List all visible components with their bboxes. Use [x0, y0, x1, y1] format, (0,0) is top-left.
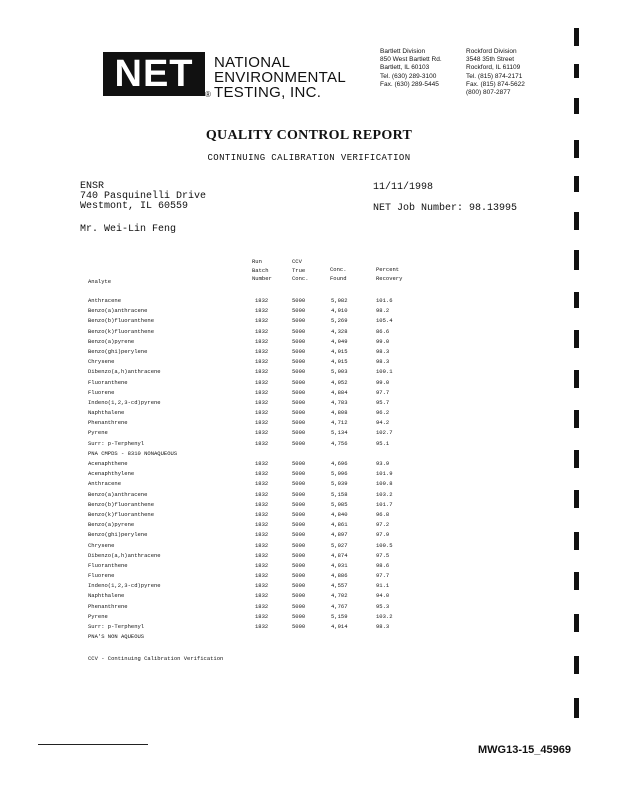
ccv-cell: 5000 — [292, 317, 306, 325]
table-row — [88, 388, 428, 398]
found-cell: 4,702 — [331, 592, 348, 600]
recovery-cell: 95.3 — [376, 602, 390, 610]
analyte-cell: Benzo(a)anthracene — [88, 490, 148, 498]
recovery-cell: 98.6 — [376, 561, 390, 569]
batch-cell: 1832 — [255, 378, 269, 386]
table-row — [88, 459, 428, 469]
ccv-cell: 5000 — [292, 347, 306, 355]
recovery-cell: 96.2 — [376, 409, 390, 417]
header-percent-recovery: Percent Recovery — [376, 266, 403, 282]
analyte-cell: Benzo(b)fluoranthene — [88, 317, 155, 325]
binder-mark — [574, 410, 579, 428]
batch-cell: 1832 — [255, 470, 269, 478]
analyte-cell: Benzo(a)pyrene — [88, 337, 135, 345]
found-cell: 4,914 — [331, 623, 348, 630]
found-cell: 4,910 — [331, 307, 348, 315]
address-line: Tel. (815) 874-2171 — [466, 72, 523, 80]
batch-cell: 1832 — [255, 307, 269, 315]
found-cell: 5,134 — [331, 429, 348, 437]
ccv-cell: 5000 — [292, 368, 306, 376]
analyte-cell: Indeno(1,2,3-cd)pyrene — [88, 398, 161, 406]
address-line: Fax. (630) 289-5445 — [380, 80, 439, 88]
signature-line — [38, 744, 148, 745]
found-cell: 4,915 — [331, 358, 348, 366]
ccv-cell: 5000 — [292, 541, 306, 549]
binder-mark — [574, 176, 579, 192]
table-row — [88, 357, 428, 367]
table-row — [88, 622, 428, 632]
ccv-cell: 5000 — [292, 521, 306, 529]
batch-cell: 1832 — [255, 337, 269, 345]
found-cell: 4,897 — [331, 531, 348, 539]
table-row — [88, 520, 428, 530]
found-cell: 4,712 — [331, 419, 348, 427]
analyte-cell: Chrysene — [88, 541, 115, 549]
client-address — [80, 182, 206, 212]
binder-mark — [574, 98, 579, 114]
recovery-cell: 93.9 — [376, 460, 390, 467]
address-line: Fax. (815) 874-5622 — [466, 80, 525, 88]
found-cell: 4,886 — [331, 572, 348, 580]
found-cell: 5,159 — [331, 612, 348, 620]
batch-cell: 1832 — [255, 460, 269, 467]
results-table — [88, 296, 428, 642]
ccv-cell: 5000 — [292, 582, 306, 590]
ccv-cell: 5000 — [292, 602, 306, 610]
batch-cell: 1832 — [255, 521, 269, 529]
recovery-cell: 98.3 — [376, 623, 390, 630]
table-row — [88, 479, 428, 489]
address-line: 3548 35th Street — [466, 56, 515, 64]
header-conc-found: Conc. Found — [330, 266, 347, 282]
found-cell: 5,003 — [331, 368, 348, 376]
found-cell: 5,027 — [331, 541, 348, 549]
ccv-cell: 5000 — [292, 490, 306, 498]
batch-cell: 1832 — [255, 551, 269, 559]
recovery-cell: 103.2 — [376, 490, 393, 498]
address-line: Bartlett Division — [380, 48, 426, 55]
batch-cell: 1832 — [255, 531, 269, 539]
analyte-cell: Benzo(ghi)perylene — [88, 347, 148, 355]
table-row — [88, 490, 428, 500]
batch-cell: 1832 — [255, 480, 269, 488]
batch-cell: 1832 — [255, 592, 269, 600]
ccv-cell: 5000 — [292, 337, 306, 345]
found-cell: 5,096 — [331, 470, 348, 478]
found-cell: 4,931 — [331, 561, 348, 569]
net-logo: NET — [103, 52, 205, 96]
ccv-cell: 5000 — [292, 572, 306, 580]
batch-cell: 1832 — [255, 561, 269, 569]
table-row — [88, 530, 428, 540]
recovery-cell: 95.7 — [376, 398, 390, 406]
analyte-cell: Naphthalene — [88, 409, 125, 417]
recovery-cell: 94.2 — [376, 419, 390, 427]
analyte-cell: Dibenzo(a,h)anthracene — [88, 551, 161, 559]
recovery-cell: 101.7 — [376, 500, 393, 508]
table-row — [88, 378, 428, 388]
document-id: MWG13-15_45969 — [478, 744, 571, 756]
recovery-cell: 103.2 — [376, 612, 393, 620]
recovery-cell: 98.3 — [376, 347, 390, 355]
table-row — [88, 469, 428, 479]
recovery-cell: 99.0 — [376, 337, 390, 345]
analyte-cell: Surr: p-Terphenyl — [88, 439, 145, 447]
binder-mark — [574, 292, 579, 308]
ccv-cell: 5000 — [292, 439, 306, 447]
analyte-cell: Fluoranthene — [88, 561, 128, 569]
analyte-cell: PNA'S NON AQUEOUS — [88, 633, 145, 641]
table-row — [88, 591, 428, 601]
recovery-cell: 98.2 — [376, 307, 390, 315]
ccv-cell: 5000 — [292, 480, 306, 488]
table-row — [88, 367, 428, 377]
recovery-cell: 101.6 — [376, 297, 393, 304]
recovery-cell: 95.1 — [376, 439, 390, 447]
table-row — [88, 408, 428, 418]
found-cell: 4,840 — [331, 510, 348, 518]
table-row — [88, 551, 428, 561]
ccv-cell: 5000 — [292, 470, 306, 478]
analyte-cell: Benzo(a)anthracene — [88, 307, 148, 315]
ccv-cell: 5000 — [292, 409, 306, 417]
batch-cell: 1832 — [255, 623, 269, 630]
table-row — [88, 602, 428, 612]
ccv-cell: 5000 — [292, 500, 306, 508]
recovery-cell: 97.2 — [376, 521, 390, 529]
recovery-cell: 101.9 — [376, 470, 393, 478]
binder-mark — [574, 614, 579, 632]
registered-mark: ® — [205, 90, 211, 99]
ccv-cell: 5000 — [292, 429, 306, 437]
table-row — [88, 347, 428, 357]
analyte-cell: Pyrene — [88, 429, 108, 437]
ccv-cell: 5000 — [292, 460, 306, 467]
recovery-cell: 86.6 — [376, 327, 390, 335]
ccv-cell: 5000 — [292, 510, 306, 518]
rockford-division-address — [466, 48, 525, 97]
batch-cell: 1832 — [255, 358, 269, 366]
recovery-cell: 94.0 — [376, 592, 390, 600]
batch-cell: 1832 — [255, 368, 269, 376]
analyte-cell: Indeno(1,2,3-cd)pyrene — [88, 582, 161, 590]
found-cell: 5,039 — [331, 480, 348, 488]
table-row — [88, 581, 428, 591]
analyte-cell: Pyrene — [88, 612, 108, 620]
binder-mark — [574, 330, 579, 348]
recovery-cell: 100.1 — [376, 368, 393, 376]
ccv-cell: 5000 — [292, 307, 306, 315]
table-row — [88, 428, 428, 438]
table-row — [88, 439, 428, 449]
analyte-cell: Anthracene — [88, 480, 122, 488]
address-line: Rockford Division — [466, 48, 517, 55]
binder-mark — [574, 698, 579, 718]
batch-cell: 1832 — [255, 297, 269, 304]
recovery-cell: 100.8 — [376, 480, 393, 488]
analyte-cell: Surr: p-Terphenyl — [88, 623, 145, 630]
batch-cell: 1832 — [255, 500, 269, 508]
table-row — [88, 296, 428, 306]
binder-mark — [574, 532, 579, 550]
analyte-cell: Benzo(a)pyrene — [88, 521, 135, 529]
binder-mark — [574, 490, 579, 508]
table-row — [88, 449, 428, 459]
analyte-cell: Benzo(k)fluoranthene — [88, 510, 155, 518]
table-row — [88, 632, 428, 642]
analyte-cell: Benzo(k)fluoranthene — [88, 327, 155, 335]
table-row — [88, 541, 428, 551]
table-row — [88, 306, 428, 316]
found-cell: 4,328 — [331, 327, 348, 335]
analyte-cell: PNA CMPDS - 8310 NONAQUEOUS — [88, 449, 178, 457]
ccv-cell: 5000 — [292, 398, 306, 406]
batch-cell: 1832 — [255, 347, 269, 355]
binder-mark — [574, 64, 579, 78]
batch-cell: 1832 — [255, 388, 269, 396]
binder-mark — [574, 212, 579, 230]
recovery-cell: 98.3 — [376, 358, 390, 366]
client-line: Westmont, IL 60559 — [80, 201, 189, 212]
ccv-cell: 5000 — [292, 561, 306, 569]
report-subtitle: CONTINUING CALIBRATION VERIFICATION — [207, 153, 411, 163]
address-line: (800) 807-2877 — [466, 89, 511, 97]
ccv-cell: 5000 — [292, 551, 306, 559]
ccv-cell: 5000 — [292, 419, 306, 427]
company-line-1: NATIONAL — [214, 54, 291, 71]
batch-cell: 1832 — [255, 317, 269, 325]
analyte-cell: Anthracene — [88, 297, 122, 304]
report-date: 11/11/1998 — [373, 182, 434, 193]
recovery-cell: 97.5 — [376, 551, 390, 559]
analyte-cell: Fluorene — [88, 572, 115, 580]
table-row — [88, 316, 428, 326]
company-line-2: ENVIRONMENTAL — [214, 69, 346, 86]
header-run-batch: Run Batch Number — [252, 258, 272, 282]
header-analyte: Analyte — [88, 278, 112, 285]
ccv-cell: 5000 — [292, 623, 306, 630]
batch-cell: 1832 — [255, 429, 269, 437]
found-cell: 4,756 — [331, 439, 348, 447]
batch-cell: 1832 — [255, 439, 269, 447]
ccv-cell: 5000 — [292, 531, 306, 539]
analyte-cell: Phenanthrene — [88, 419, 128, 427]
analyte-cell: Phenanthrene — [88, 602, 128, 610]
found-cell: 4,952 — [331, 378, 348, 386]
recovery-cell: 97.7 — [376, 388, 390, 396]
found-cell: 4,557 — [331, 582, 348, 590]
found-cell: 5,158 — [331, 490, 348, 498]
recovery-cell: 97.9 — [376, 531, 390, 539]
binder-mark — [574, 370, 579, 388]
batch-cell: 1832 — [255, 327, 269, 335]
address-line: Tel. (630) 289-3100 — [380, 72, 437, 80]
ccv-cell: 5000 — [292, 358, 306, 366]
table-row — [88, 398, 428, 408]
batch-cell: 1832 — [255, 510, 269, 518]
ccv-cell: 5000 — [292, 327, 306, 335]
bartlett-division-address — [380, 48, 442, 89]
report-title: QUALITY CONTROL REPORT — [205, 128, 413, 143]
binder-mark — [574, 450, 579, 468]
found-cell: 4,696 — [331, 460, 348, 467]
analyte-cell: Chrysene — [88, 358, 115, 366]
address-line: 850 West Bartlett Rd. — [380, 56, 442, 64]
client-line: 740 Pasquinelli Drive — [80, 191, 207, 202]
table-row — [88, 571, 428, 581]
batch-cell: 1832 — [255, 398, 269, 406]
company-name — [214, 55, 346, 100]
found-cell: 4,949 — [331, 337, 348, 345]
table-row — [88, 418, 428, 428]
found-cell: 4,783 — [331, 398, 348, 406]
recovery-cell: 105.4 — [376, 317, 393, 325]
analyte-cell: Acenaphthylene — [88, 470, 135, 478]
found-cell: 4,915 — [331, 347, 348, 355]
table-row — [88, 500, 428, 510]
found-cell: 5,085 — [331, 500, 348, 508]
found-cell: 4,874 — [331, 551, 348, 559]
table-row — [88, 510, 428, 520]
batch-cell: 1832 — [255, 612, 269, 620]
binder-mark — [574, 140, 579, 158]
batch-cell: 1832 — [255, 602, 269, 610]
found-cell: 4,861 — [331, 521, 348, 529]
batch-cell: 1832 — [255, 409, 269, 417]
table-row — [88, 327, 428, 337]
header-ccv-conc: CCV True Conc. — [292, 258, 309, 282]
batch-cell: 1832 — [255, 541, 269, 549]
batch-cell: 1832 — [255, 582, 269, 590]
binder-mark — [574, 572, 579, 590]
analyte-cell: Benzo(b)fluoranthene — [88, 500, 155, 508]
recovery-cell: 102.7 — [376, 429, 393, 437]
analyte-cell: Naphthalene — [88, 592, 125, 600]
found-cell: 5,082 — [331, 297, 348, 304]
footnote: CCV - Continuing Calibration Verification — [88, 655, 224, 662]
recovery-cell: 100.5 — [376, 541, 393, 549]
table-row — [88, 337, 428, 347]
binder-mark — [574, 250, 579, 270]
recovery-cell: 96.8 — [376, 510, 390, 518]
attention-name: Mr. Wei-Lin Feng — [80, 224, 177, 235]
table-row — [88, 561, 428, 571]
batch-cell: 1832 — [255, 572, 269, 580]
ccv-cell: 5000 — [292, 297, 306, 304]
ccv-cell: 5000 — [292, 388, 306, 396]
table-row — [88, 612, 428, 622]
address-line: Rockford, IL 61109 — [466, 64, 521, 72]
batch-cell: 1832 — [255, 419, 269, 427]
company-line-3: TESTING, INC. — [214, 84, 322, 101]
found-cell: 4,767 — [331, 602, 348, 610]
client-line: ENSR — [80, 181, 105, 192]
recovery-cell: 99.0 — [376, 378, 390, 386]
ccv-cell: 5000 — [292, 592, 306, 600]
recovery-cell: 91.1 — [376, 582, 390, 590]
binder-mark — [574, 28, 579, 46]
ccv-cell: 5000 — [292, 612, 306, 620]
analyte-cell: Dibenzo(a,h)anthracene — [88, 368, 161, 376]
found-cell: 5,269 — [331, 317, 348, 325]
job-number: NET Job Number: 98.13995 — [373, 203, 518, 214]
found-cell: 4,884 — [331, 388, 348, 396]
found-cell: 4,808 — [331, 409, 348, 417]
address-line: Bartlett, IL 60103 — [380, 64, 430, 72]
analyte-cell: Benzo(ghi)perylene — [88, 531, 148, 539]
batch-cell: 1832 — [255, 490, 269, 498]
recovery-cell: 97.7 — [376, 572, 390, 580]
analyte-cell: Acenaphthene — [88, 460, 128, 467]
analyte-cell: Fluorene — [88, 388, 115, 396]
analyte-cell: Fluoranthene — [88, 378, 128, 386]
ccv-cell: 5000 — [292, 378, 306, 386]
binder-mark — [574, 656, 579, 674]
